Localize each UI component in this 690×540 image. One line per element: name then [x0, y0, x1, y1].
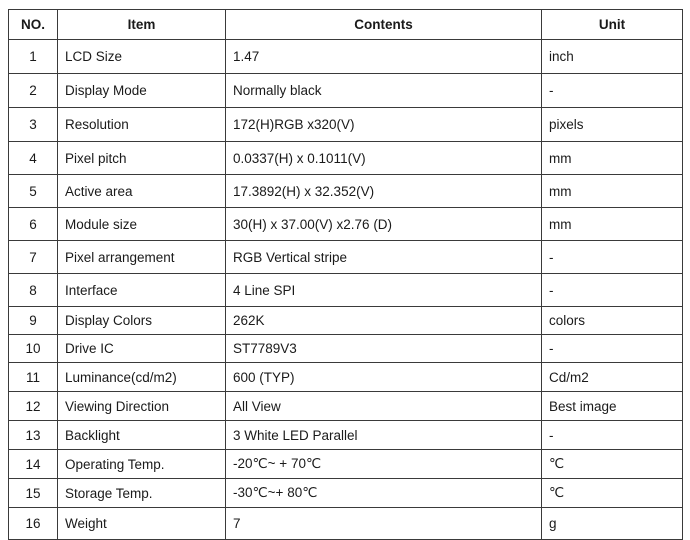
cell-no: 10 [9, 335, 58, 363]
cell-unit: Cd/m2 [542, 363, 683, 392]
cell-no: 6 [9, 208, 58, 241]
cell-item: Drive IC [58, 335, 226, 363]
cell-no: 8 [9, 274, 58, 307]
table-header [9, 10, 683, 40]
cell-unit: - [542, 274, 683, 307]
cell-item: Weight [58, 508, 226, 540]
cell-contents: -30℃~+ 80℃ [226, 479, 542, 508]
cell-unit: colors [542, 307, 683, 335]
cell-contents: Normally black [226, 74, 542, 108]
cell-contents: RGB Vertical stripe [226, 241, 542, 274]
header-item: Item [58, 10, 226, 40]
cell-contents: 30(H) x 37.00(V) x2.76 (D) [226, 208, 542, 241]
cell-item: Storage Temp. [58, 479, 226, 508]
table-row [9, 307, 683, 335]
cell-contents: 7 [226, 508, 542, 540]
cell-unit: ℃ [542, 479, 683, 508]
table-row [9, 421, 683, 450]
cell-item: Module size [58, 208, 226, 241]
table-row [9, 363, 683, 392]
cell-no: 15 [9, 479, 58, 508]
cell-unit: - [542, 335, 683, 363]
cell-contents: All View [226, 392, 542, 421]
cell-unit: - [542, 421, 683, 450]
cell-contents: 17.3892(H) x 32.352(V) [226, 175, 542, 208]
table-row [9, 108, 683, 142]
cell-item: Luminance(cd/m2) [58, 363, 226, 392]
cell-no: 2 [9, 74, 58, 108]
cell-item: Viewing Direction [58, 392, 226, 421]
table-row [9, 392, 683, 421]
table-row [9, 508, 683, 540]
table-row [9, 241, 683, 274]
table-row [9, 74, 683, 108]
cell-item: Pixel arrangement [58, 241, 226, 274]
table-row [9, 208, 683, 241]
cell-no: 9 [9, 307, 58, 335]
header-no: NO. [9, 10, 58, 40]
cell-contents: 262K [226, 307, 542, 335]
header-row [9, 10, 683, 40]
cell-no: 16 [9, 508, 58, 540]
table-row [9, 274, 683, 307]
cell-no: 12 [9, 392, 58, 421]
cell-item: Resolution [58, 108, 226, 142]
table-row [9, 142, 683, 175]
cell-unit: mm [542, 175, 683, 208]
cell-unit: ℃ [542, 450, 683, 479]
cell-unit: - [542, 74, 683, 108]
table-row [9, 479, 683, 508]
cell-no: 14 [9, 450, 58, 479]
cell-item: LCD Size [58, 40, 226, 74]
cell-item: Pixel pitch [58, 142, 226, 175]
cell-item: Display Mode [58, 74, 226, 108]
cell-item: Operating Temp. [58, 450, 226, 479]
cell-unit: - [542, 241, 683, 274]
header-contents: Contents [226, 10, 542, 40]
cell-no: 4 [9, 142, 58, 175]
cell-contents: 0.0337(H) x 0.1011(V) [226, 142, 542, 175]
cell-no: 3 [9, 108, 58, 142]
cell-contents: 600 (TYP) [226, 363, 542, 392]
cell-item: Display Colors [58, 307, 226, 335]
cell-unit: g [542, 508, 683, 540]
cell-contents: 4 Line SPI [226, 274, 542, 307]
cell-contents: 172(H)RGB x320(V) [226, 108, 542, 142]
cell-contents: 1.47 [226, 40, 542, 74]
cell-unit: inch [542, 40, 683, 74]
cell-contents: -20℃~ + 70℃ [226, 450, 542, 479]
cell-contents: ST7789V3 [226, 335, 542, 363]
cell-no: 7 [9, 241, 58, 274]
cell-unit: mm [542, 142, 683, 175]
cell-item: Active area [58, 175, 226, 208]
cell-no: 1 [9, 40, 58, 74]
cell-contents: 3 White LED Parallel [226, 421, 542, 450]
table-row [9, 175, 683, 208]
table-row [9, 335, 683, 363]
table-body [9, 40, 683, 540]
cell-unit: mm [542, 208, 683, 241]
cell-unit: Best image [542, 392, 683, 421]
cell-no: 13 [9, 421, 58, 450]
cell-no: 11 [9, 363, 58, 392]
cell-item: Backlight [58, 421, 226, 450]
cell-no: 5 [9, 175, 58, 208]
table-row [9, 450, 683, 479]
table-row [9, 40, 683, 74]
specification-table [8, 9, 683, 540]
header-unit: Unit [542, 10, 683, 40]
cell-item: Interface [58, 274, 226, 307]
cell-unit: pixels [542, 108, 683, 142]
